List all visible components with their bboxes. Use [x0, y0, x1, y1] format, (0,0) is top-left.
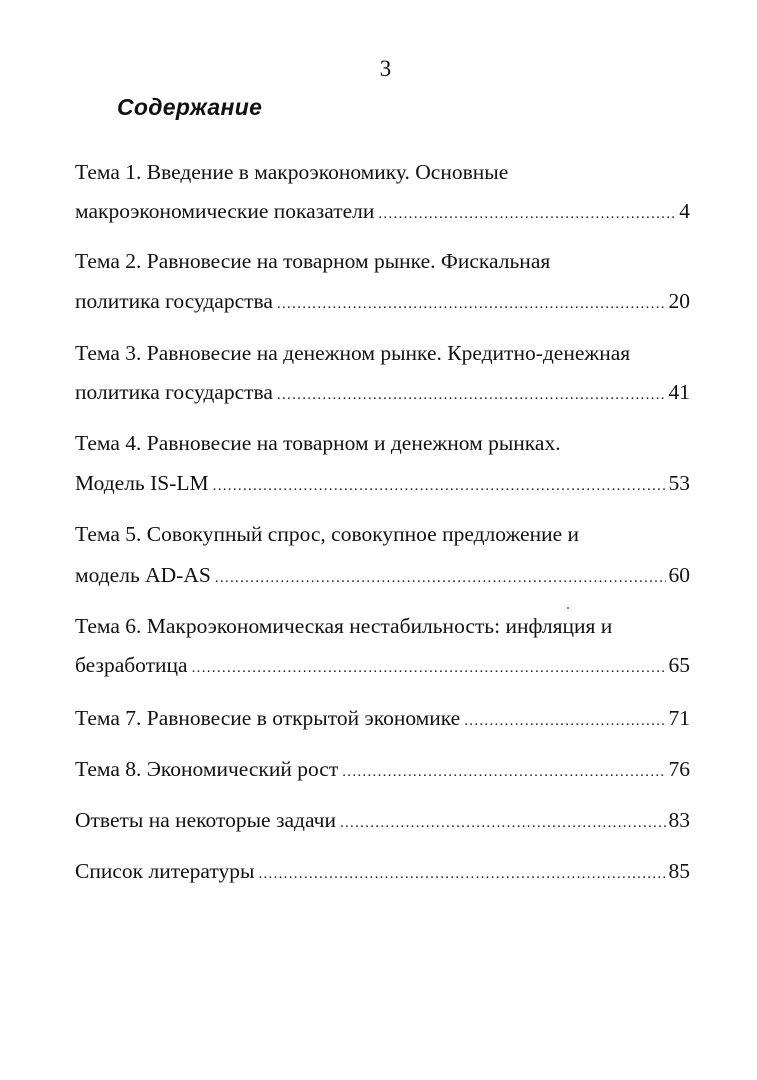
- dot-leader: [277, 289, 666, 319]
- toc-entry-text: Тема 7. Равновесие в открытой экономике: [75, 706, 461, 730]
- toc-page-number: 85: [668, 859, 690, 883]
- toc-entry-text: Тема 6. Макроэкономическая нестабильность: инфляция и: [75, 614, 613, 638]
- toc-entry-text: Тема 5. Совокупный спрос, совокупное предложение и: [75, 522, 580, 546]
- toc-page-number: 20: [668, 289, 690, 313]
- toc-entry-text: Тема 3. Равновесие на денежном рынке. Кредитно-денежная: [75, 341, 631, 365]
- dot-leader: [340, 808, 666, 838]
- toc-page-number: 41: [668, 380, 690, 404]
- toc-entry-text: Тема 8. Экономический рост: [75, 757, 339, 781]
- toc-page-number: 65: [668, 653, 690, 677]
- dot-leader: [342, 757, 665, 787]
- dot-leader: [464, 706, 665, 736]
- toc-entry-text: макроэкономические показатели: [75, 199, 375, 223]
- dot-leader: [258, 859, 665, 889]
- toc-entry-text: Модель IS-LM: [75, 471, 209, 495]
- toc-entry-text: Список литературы: [75, 859, 255, 883]
- toc-entry-text: модель AD-AS: [75, 563, 211, 587]
- toc-page-number: 4: [679, 199, 690, 223]
- toc-entry-text: Ответы на некоторые задачи: [75, 808, 336, 832]
- dot-leader: [192, 653, 666, 683]
- scan-speck: [567, 607, 569, 609]
- toc-entry-text: безработица: [75, 653, 188, 677]
- toc-entry-text: политика государства: [75, 380, 273, 404]
- page-number: 3: [379, 56, 392, 81]
- toc-entry-text: политика государства: [75, 289, 273, 313]
- dot-leader: [277, 380, 666, 410]
- dot-leader: [378, 199, 676, 229]
- toc-page-number: 76: [668, 757, 690, 781]
- toc-entry-text: Тема 2. Равновесие на товарном рынке. Фискальная: [75, 249, 551, 273]
- toc-title: Содержание: [117, 94, 263, 120]
- toc-page-number: 71: [668, 706, 690, 730]
- dot-leader: [213, 471, 666, 501]
- toc-page-number: 83: [668, 808, 690, 832]
- toc-page-number: 60: [668, 563, 690, 587]
- toc-entry-text: Тема 1. Введение в макроэкономику. Основные: [75, 160, 509, 184]
- toc-entry-text: Тема 4. Равновесие на товарном и денежном рынках.: [75, 431, 561, 455]
- dot-leader: [215, 563, 666, 593]
- toc-page-number: 53: [668, 471, 690, 495]
